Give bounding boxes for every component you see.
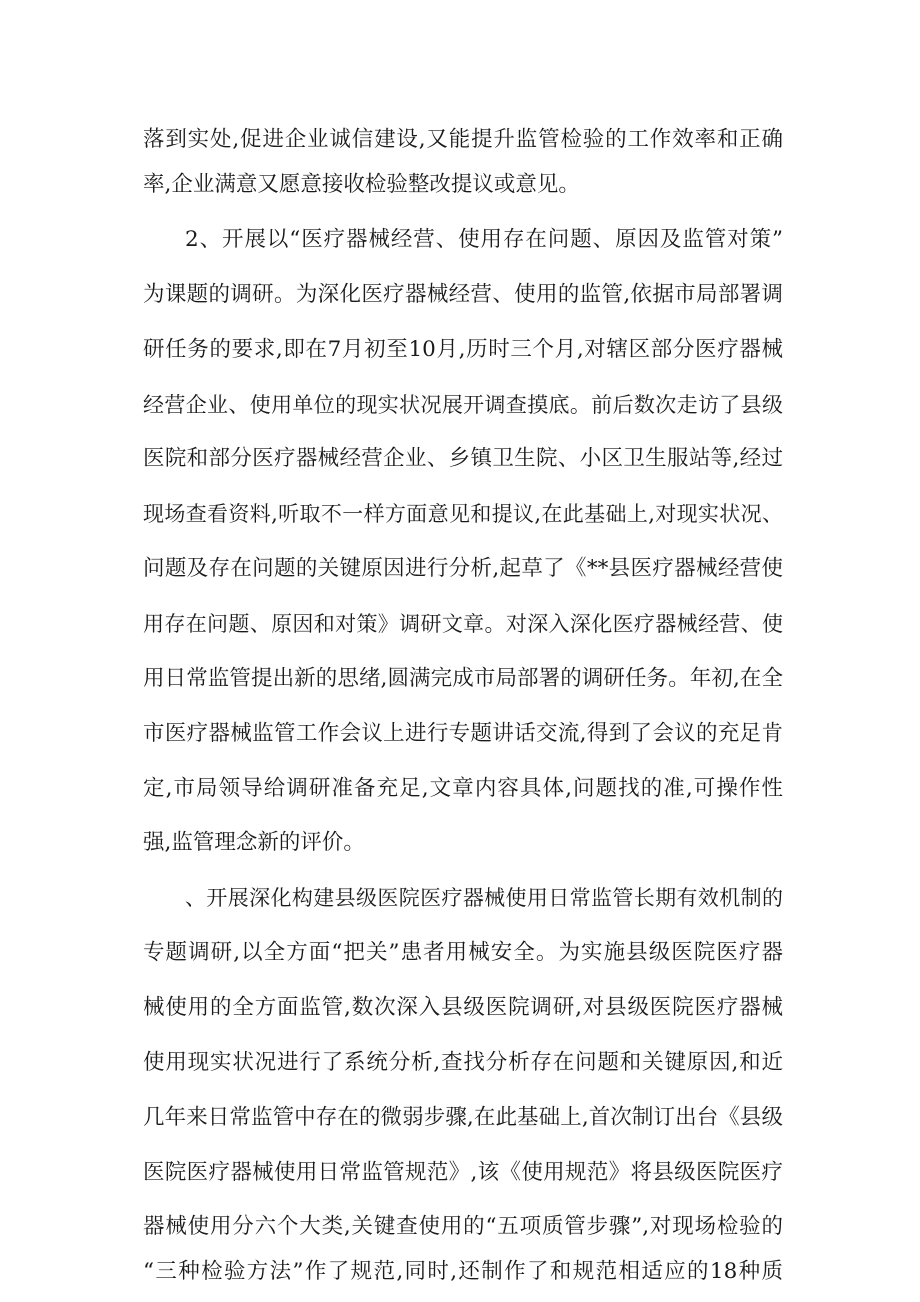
text-line: 问题及存在问题的关键原因进行分析,起草了《**县医疗器械经营使 [143, 556, 783, 581]
text-line: 落到实处,促进企业诚信建设,又能提升监管检验的工作效率和正确 [143, 127, 783, 152]
text-line: 定,市局领导给调研准备充足,文章内容具体,问题找的准,可操作性 [143, 776, 783, 801]
text-line: 经营企业、使用单位的现实状况展开调查摸底。前后数次走访了县级 [143, 393, 783, 417]
text-line: “三种检验方法”作了规范,同时,还制作了和规范相适应的18种质 [143, 1259, 783, 1284]
text-line: 强,监管理念新的评价。 [143, 830, 365, 855]
text-line: 研任务的要求,即在7月初至10月,历时三个月,对辖区部分医疗器械 [143, 337, 783, 362]
text-line: 使用现实状况进行了系统分析,查找分析存在问题和关键原因,和近 [143, 1050, 783, 1075]
text-line: 几年来日常监管中存在的微弱步骤,在此基础上,首次制订出台《县级 [143, 1105, 783, 1130]
text-line: 医院和部分医疗器械经营企业、乡镇卫生院、小区卫生服站等,经过 [143, 446, 783, 471]
text-line: 用日常监管提出新的思绪,圆满完成市局部署的调研任务。年初,在全 [143, 666, 783, 691]
text-line: 为课题的调研。为深化医疗器械经营、使用的监管,依据市局部署调 [143, 282, 783, 307]
text-line: 医院医疗器械使用日常监管规范》,该《使用规范》将县级医院医疗 [143, 1160, 783, 1185]
text-line: 器械使用分六个大类,关键查使用的“五项质管步骤”,对现场检验的 [143, 1214, 783, 1239]
text-line: 现场查看资料,听取不一样方面意见和提议,在此基础上,对现实状况、 [143, 502, 783, 526]
text-line: 专题调研,以全方面“把关”患者用械安全。为实施县级医院医疗器 [143, 940, 783, 965]
text-line: 用存在问题、原因和对策》调研文章。对深入深化医疗器械经营、使 [143, 612, 783, 636]
paragraph-start-line: 、开展深化构建县级医院医疗器械使用日常监管长期有效机制的 [185, 886, 783, 910]
text-line: 市医疗器械监管工作会议上进行专题讲话交流,得到了会议的充足肯 [143, 721, 783, 746]
text-line: 械使用的全方面监管,数次深入县级医院调研,对县级医院医疗器械 [143, 995, 783, 1020]
text-line: 率,企业满意又愿意接收检验整改提议或意见。 [143, 172, 580, 197]
paragraph-start-line: 2、开展以“医疗器械经营、使用存在问题、原因及监管对策” [185, 227, 783, 252]
